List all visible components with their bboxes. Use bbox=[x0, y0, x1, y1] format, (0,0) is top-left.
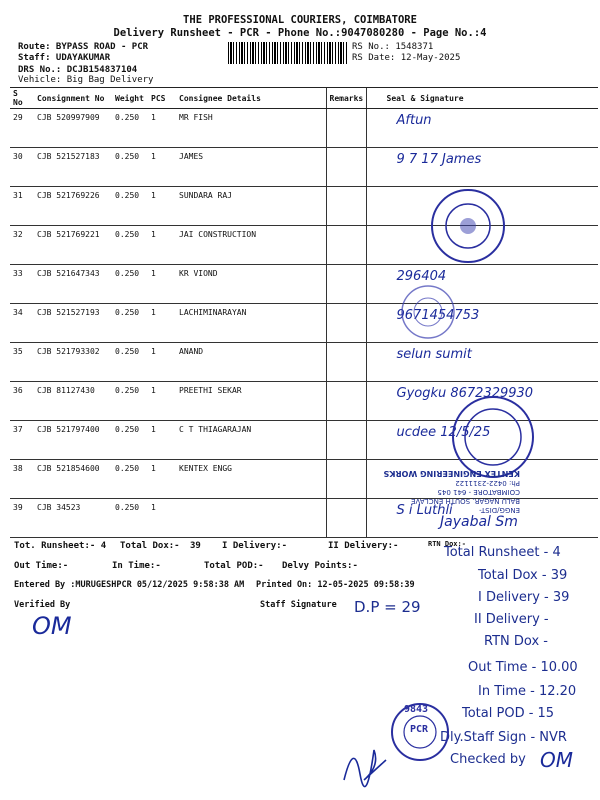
cell-consignment: CJB 521797400 bbox=[34, 421, 112, 460]
stamp-number: 9843 bbox=[404, 704, 429, 715]
summary-line: In Time - 12.20 bbox=[478, 684, 577, 699]
cell-weight: 0.250 bbox=[112, 499, 148, 538]
handwritten-jayabal: Jayabal Sm bbox=[440, 514, 518, 530]
summary-line: Total POD - 15 bbox=[462, 706, 555, 721]
checked-signature: OM bbox=[540, 748, 573, 772]
lakshmi-seal-stamp bbox=[398, 282, 458, 342]
route-label: Route: BYPASS ROAD - PCR bbox=[18, 42, 149, 52]
table-row bbox=[10, 109, 598, 148]
cell-weight: 0.250 bbox=[112, 148, 148, 187]
cell-sno: 32 bbox=[10, 226, 34, 265]
table-row bbox=[10, 148, 598, 187]
col-header-consignee: Consignee Details bbox=[176, 88, 326, 109]
cell-pcs: 1 bbox=[148, 421, 176, 460]
cell-consignee bbox=[176, 499, 326, 538]
out-time-label: Out Time:- bbox=[14, 561, 69, 571]
cell-weight: 0.250 bbox=[112, 421, 148, 460]
cell-pcs: 1 bbox=[148, 109, 176, 148]
cell-consignee: JAMES bbox=[176, 148, 326, 187]
cell-sno: 36 bbox=[10, 382, 34, 421]
cell-weight: 0.250 bbox=[112, 187, 148, 226]
cell-pcs: 1 bbox=[148, 148, 176, 187]
col-header-weight: Weight bbox=[112, 88, 148, 109]
col-header-pcs: PCS bbox=[148, 88, 176, 109]
cell-remarks bbox=[326, 421, 366, 460]
cell-weight: 0.250 bbox=[112, 109, 148, 148]
runsheet-subtitle: Delivery Runsheet - PCR - Phone No.:9047080280 - Page No.:4 bbox=[113, 27, 487, 39]
col-header-sno: S No bbox=[10, 88, 34, 109]
cell-sno: 31 bbox=[10, 187, 34, 226]
cell-consignment: CJB 521854600 bbox=[34, 460, 112, 499]
staff-signature-label: Staff Signature bbox=[260, 600, 337, 610]
cell-consignee: KR VIOND bbox=[176, 265, 326, 304]
summary-line: RTN Dox - bbox=[484, 634, 548, 649]
printed-on-label: Printed On: 12-05-2025 09:58:39 bbox=[256, 580, 415, 590]
cell-consignment: CJB 34523 bbox=[34, 499, 112, 538]
table-row bbox=[10, 187, 598, 226]
summary-line: Checked by bbox=[450, 752, 526, 767]
rs-no-label: RS No.: 1548371 bbox=[352, 42, 434, 52]
cell-weight: 0.250 bbox=[112, 304, 148, 343]
total-dox-value: 39 bbox=[190, 541, 201, 551]
cell-pcs: 1 bbox=[148, 382, 176, 421]
cell-sno: 38 bbox=[10, 460, 34, 499]
cell-consignment: CJB 521527183 bbox=[34, 148, 112, 187]
cell-remarks bbox=[326, 382, 366, 421]
summary-line: Dly.Staff Sign - NVR bbox=[440, 730, 567, 745]
cell-sno: 35 bbox=[10, 343, 34, 382]
cell-signature: selun sumit bbox=[366, 343, 598, 382]
cell-signature: 9 7 17 James bbox=[366, 148, 598, 187]
summary-line: Out Time - 10.00 bbox=[468, 660, 578, 675]
table-row bbox=[10, 343, 598, 382]
cell-consignee: KENTEX ENGG bbox=[176, 460, 326, 499]
cell-consignment: CJB 521769226 bbox=[34, 187, 112, 226]
cell-pcs: 1 bbox=[148, 265, 176, 304]
summary-line: I Delivery - 39 bbox=[478, 590, 570, 605]
cell-remarks bbox=[326, 109, 366, 148]
drs-label: DRS No.: DCJB154837104 bbox=[18, 65, 138, 75]
cell-sno: 37 bbox=[10, 421, 34, 460]
cell-consignee: ANAND bbox=[176, 343, 326, 382]
cell-weight: 0.250 bbox=[112, 382, 148, 421]
i-delivery-label: I Delivery:- bbox=[222, 541, 288, 551]
handwritten-dp: D.P = 29 bbox=[354, 598, 421, 616]
cell-signature: Gyogku 8672329930 bbox=[366, 382, 598, 421]
cell-remarks bbox=[326, 187, 366, 226]
cell-signature: 9671454753 bbox=[366, 304, 598, 343]
cell-pcs: 1 bbox=[148, 499, 176, 538]
cell-signature: Aftun bbox=[366, 109, 598, 148]
cell-sno: 39 bbox=[10, 499, 34, 538]
cell-pcs: 1 bbox=[148, 226, 176, 265]
company-seal-stamp bbox=[428, 186, 508, 266]
cell-sno: 30 bbox=[10, 148, 34, 187]
cell-consignment: CJB 520997909 bbox=[34, 109, 112, 148]
cell-signature: 296404 bbox=[366, 265, 598, 304]
rs-date-label: RS Date: 12-May-2025 bbox=[352, 53, 461, 63]
in-time-label: In Time:- bbox=[112, 561, 161, 571]
table-row bbox=[10, 304, 598, 343]
cell-consignment: CJB 521769221 bbox=[34, 226, 112, 265]
cell-remarks bbox=[326, 265, 366, 304]
cell-pcs: 1 bbox=[148, 187, 176, 226]
cell-consignment: CJB 81127430 bbox=[34, 382, 112, 421]
rtn-dox-label: RTN Dox:- bbox=[428, 540, 466, 548]
vehicle-label: Vehicle: Big Bag Delivery bbox=[18, 75, 154, 85]
cell-consignee: LACHIMINARAYAN bbox=[176, 304, 326, 343]
cell-remarks bbox=[326, 148, 366, 187]
cell-consignment: CJB 521647343 bbox=[34, 265, 112, 304]
cell-weight: 0.250 bbox=[112, 460, 148, 499]
table-row bbox=[10, 226, 598, 265]
barcode-image bbox=[228, 42, 348, 64]
cell-consignee: PREETHI SEKAR bbox=[176, 382, 326, 421]
verified-by-label: Verified By bbox=[14, 600, 71, 610]
kentex-stamp-text: KENTEX ENGINEERING WORKS bbox=[383, 469, 520, 478]
cell-remarks bbox=[326, 226, 366, 265]
total-pod-label: Total POD:- bbox=[204, 561, 264, 571]
tot-runsheet-label: Tot. Runsheet:- 4 bbox=[14, 541, 107, 551]
table-header-row bbox=[10, 88, 598, 109]
cell-sno: 33 bbox=[10, 265, 34, 304]
company-title: THE PROFESSIONAL COURIERS, COIMBATORE bbox=[183, 14, 417, 26]
cell-signature: ucdee 12/5/25 bbox=[366, 421, 598, 460]
delvy-points-label: Delvy Points:- bbox=[282, 561, 358, 571]
cell-consignee: C T THIAGARAJAN bbox=[176, 421, 326, 460]
cell-consignment: CJB 521527193 bbox=[34, 304, 112, 343]
entered-by-label: Entered By :MURUGESHPCR 05/12/2025 9:58:38 AM bbox=[14, 580, 245, 590]
summary-line: Total Runsheet - 4 bbox=[444, 545, 561, 560]
stamp-pcr: PCR bbox=[410, 724, 429, 735]
kentex-address-stamp: ENGG/DIST- BALU NAGAR, SOUTH ENCLAVE COIMBATORE - 641 045 Ph: 0422-2311122 KENTEX ENGINEERING WORKS bbox=[350, 458, 520, 514]
cell-weight: 0.250 bbox=[112, 265, 148, 304]
cell-pcs: 1 bbox=[148, 460, 176, 499]
cell-consignment: CJB 521793302 bbox=[34, 343, 112, 382]
staff-label: Staff: UDAYAKUMAR bbox=[18, 53, 111, 63]
col-header-consignment: Consignment No bbox=[34, 88, 112, 109]
verified-signature: OM bbox=[32, 612, 72, 640]
cell-sno: 34 bbox=[10, 304, 34, 343]
cell-signature: S i Luthli bbox=[366, 499, 598, 538]
summary-line: II Delivery - bbox=[474, 612, 549, 627]
total-dox-label: Total Dox:- bbox=[120, 541, 180, 551]
staff-signature-scribble bbox=[334, 730, 394, 790]
cell-consignee: JAI CONSTRUCTION bbox=[176, 226, 326, 265]
cell-consignee: MR FISH bbox=[176, 109, 326, 148]
cell-pcs: 1 bbox=[148, 304, 176, 343]
cell-remarks bbox=[326, 343, 366, 382]
cell-sno: 29 bbox=[10, 109, 34, 148]
cell-weight: 0.250 bbox=[112, 226, 148, 265]
cell-consignee: SUNDARA RAJ bbox=[176, 187, 326, 226]
cell-remarks bbox=[326, 304, 366, 343]
col-header-seal: Seal & Signature bbox=[366, 88, 598, 109]
summary-line: Total Dox - 39 bbox=[478, 568, 568, 583]
col-header-remarks: Remarks bbox=[326, 88, 366, 109]
cell-weight: 0.250 bbox=[112, 343, 148, 382]
ii-delivery-label: II Delivery:- bbox=[328, 541, 399, 551]
table-row bbox=[10, 265, 598, 304]
cell-pcs: 1 bbox=[148, 343, 176, 382]
